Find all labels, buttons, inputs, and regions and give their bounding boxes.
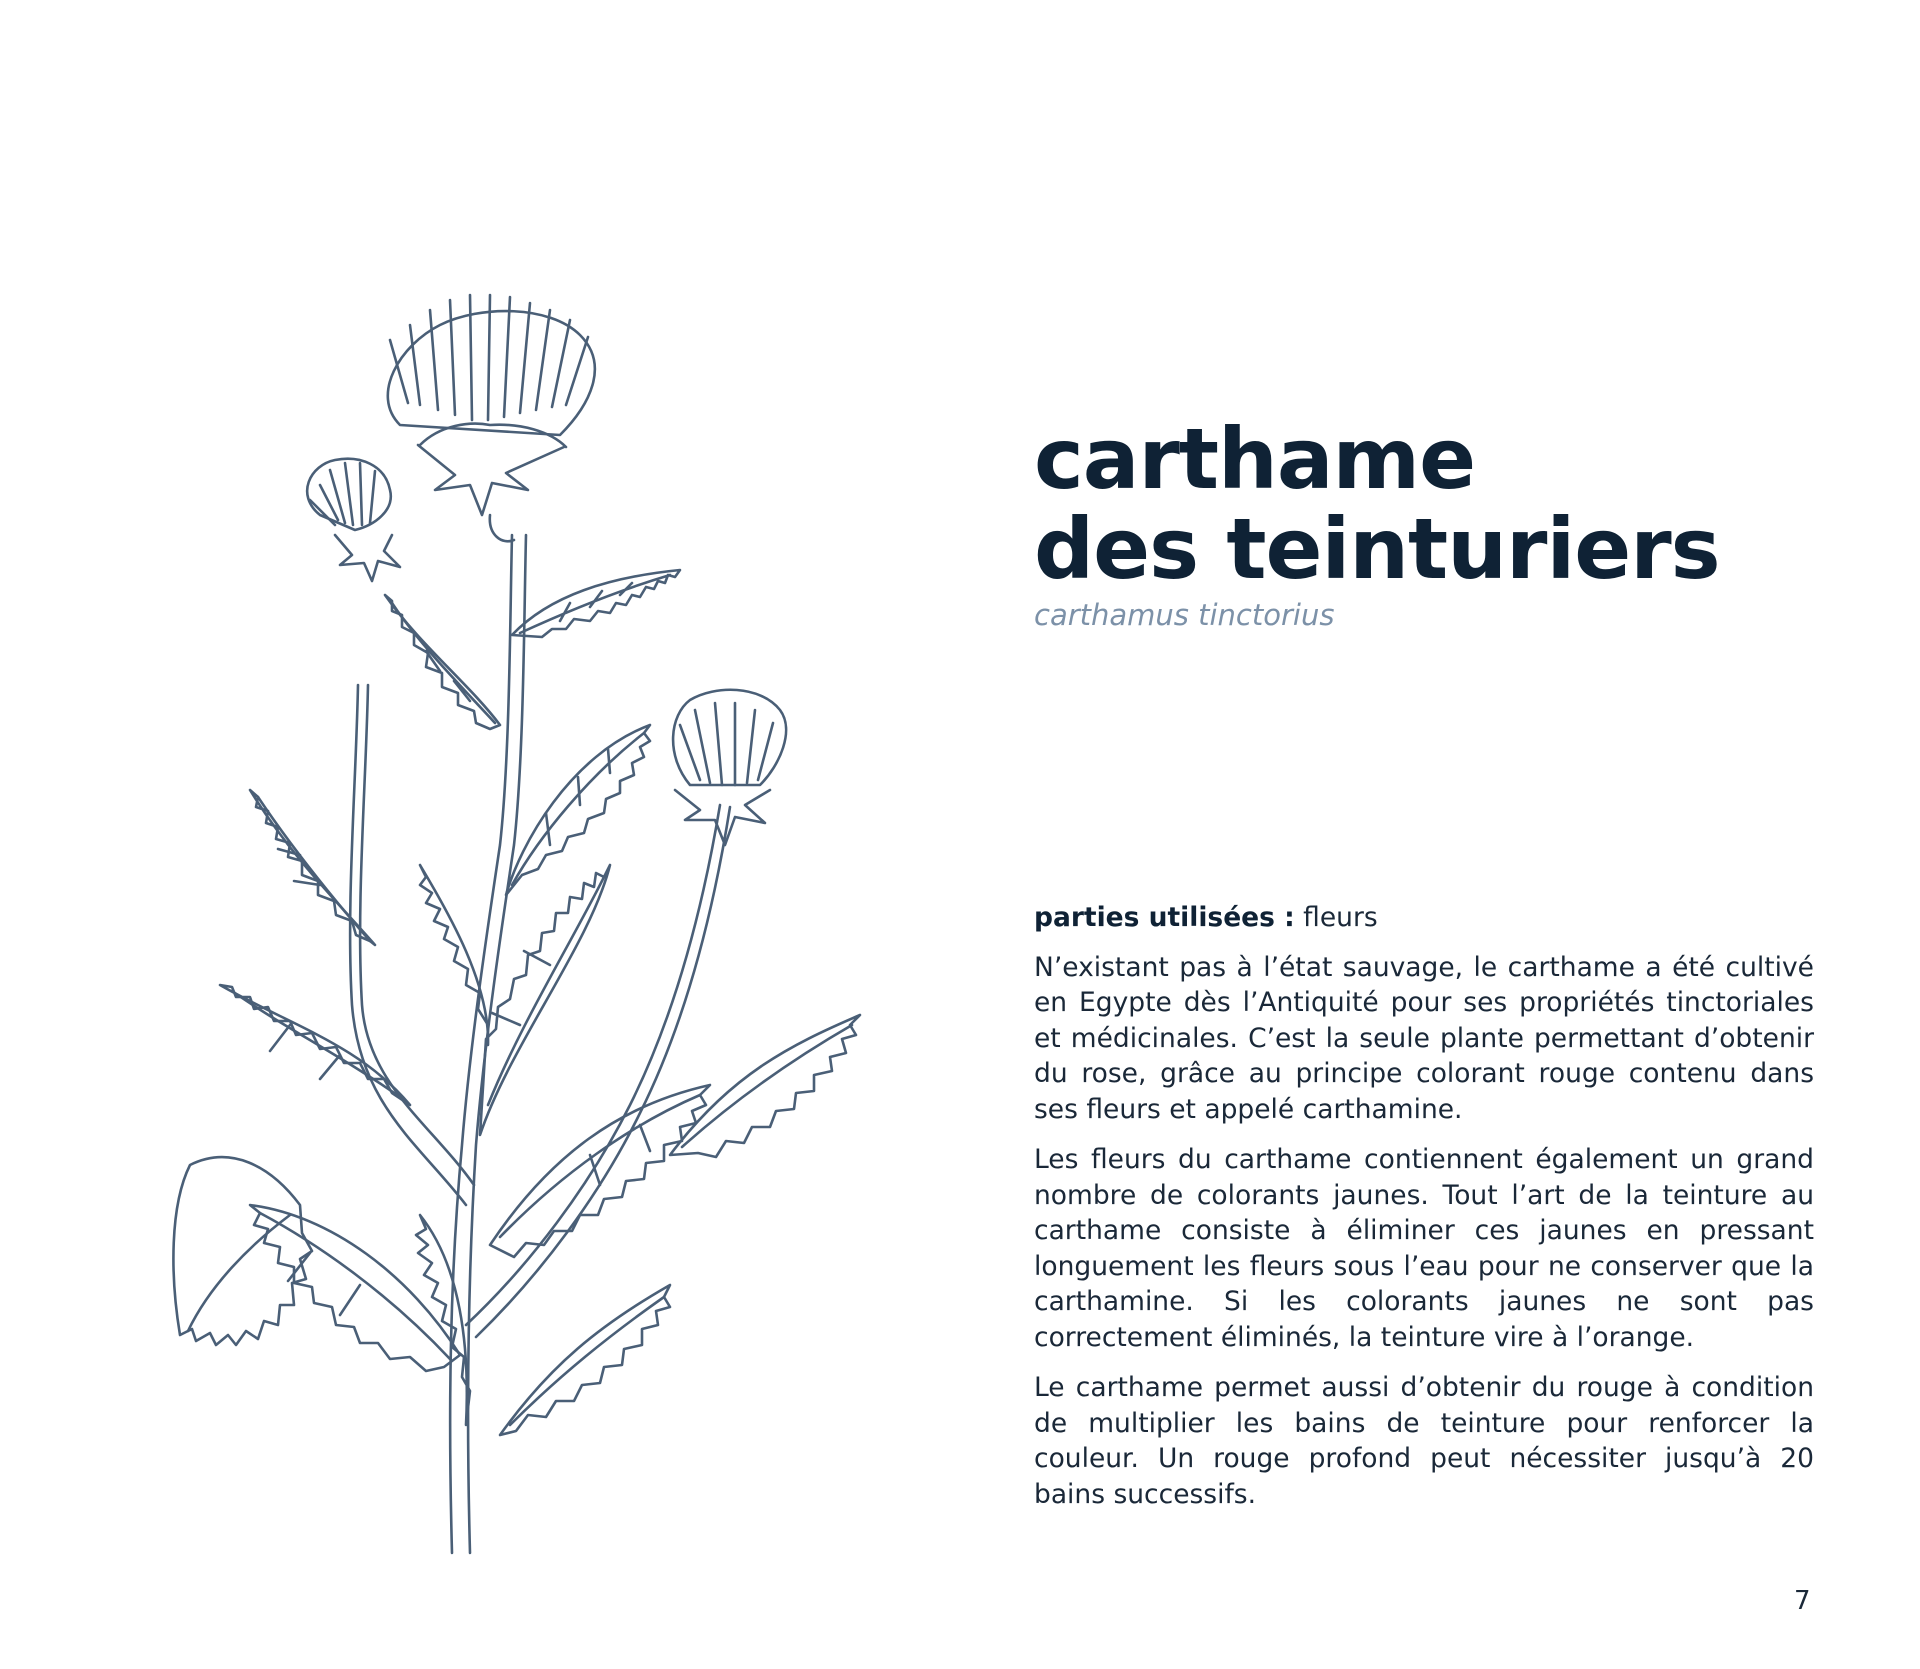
- leaf-center-left-large: [220, 985, 410, 1105]
- leaf-bottom-right: [500, 1285, 670, 1435]
- leaf-upper-left: [385, 595, 500, 729]
- left-flower-bud: [307, 459, 400, 581]
- leaf-mid-right: [506, 725, 650, 895]
- left-branch-stem-outline: [360, 685, 474, 1185]
- left-branch-stem: [350, 685, 466, 1205]
- leaf-lower-right: [490, 1085, 710, 1257]
- leaf-far-right: [670, 1015, 860, 1157]
- body-text: [1034, 900, 1814, 1527]
- leaf-lower-left: [250, 1205, 460, 1371]
- leaf-bottom-center: [416, 1215, 470, 1425]
- leaf-lower-far-left: [173, 1157, 312, 1345]
- page-title: [1034, 410, 1814, 598]
- leaf-upper-right: [512, 570, 680, 637]
- leaf-center-middle: [420, 865, 488, 1045]
- parts-used-label: parties utilisées :: [1034, 902, 1295, 933]
- page-number: 7: [1794, 1586, 1811, 1616]
- safflower-illustration: [170, 285, 870, 1565]
- safflower-botanical-drawing-icon: [170, 285, 870, 1565]
- main-stem-outline: [468, 535, 526, 1553]
- leaf-mid-left: [250, 790, 375, 945]
- paragraph-1: N’existant pas à l’état sauvage, le carthame a été cultivé en Egypte dès l’Antiquité pour ses propriétés tinctoriales et médicinales. C’est la seule plante permettant d’obtenir du rose, grâce au principe colorant rouge contenu dans ses fleurs et appelé carthamine.: [1034, 951, 1814, 1125]
- heading-block: [1034, 410, 1814, 632]
- leaf-center-right-large: [480, 865, 610, 1135]
- title-line-1: carthame: [1034, 410, 1476, 508]
- title-line-2: des teinturiers: [1034, 500, 1720, 598]
- latin-name: carthamus tinctorius: [1034, 598, 1335, 632]
- paragraph-3: Le carthame permet aussi d’obtenir du rouge à condition de multiplier les bains de teinture pour renforcer la couleur. Un rouge profond peut nécessiter jusqu’à 20 bains successifs.: [1034, 1372, 1814, 1510]
- parts-used: [1034, 900, 1814, 936]
- right-flower-bud: [673, 690, 786, 845]
- paragraph-2: Les fleurs du carthame contiennent également un grand nombre de colorants jaunes. Tout l’art de la teinture au carthame consiste à éliminer ces jaunes en pressant longuement les fleurs sous l’eau pour ne conserver que la carthamine. Si les colorants jaunes ne sont pas correctement éliminés, la teinture vire à l’orange.: [1034, 1144, 1814, 1353]
- parts-used-value: fleurs: [1294, 902, 1378, 933]
- top-flower-head: [388, 295, 595, 541]
